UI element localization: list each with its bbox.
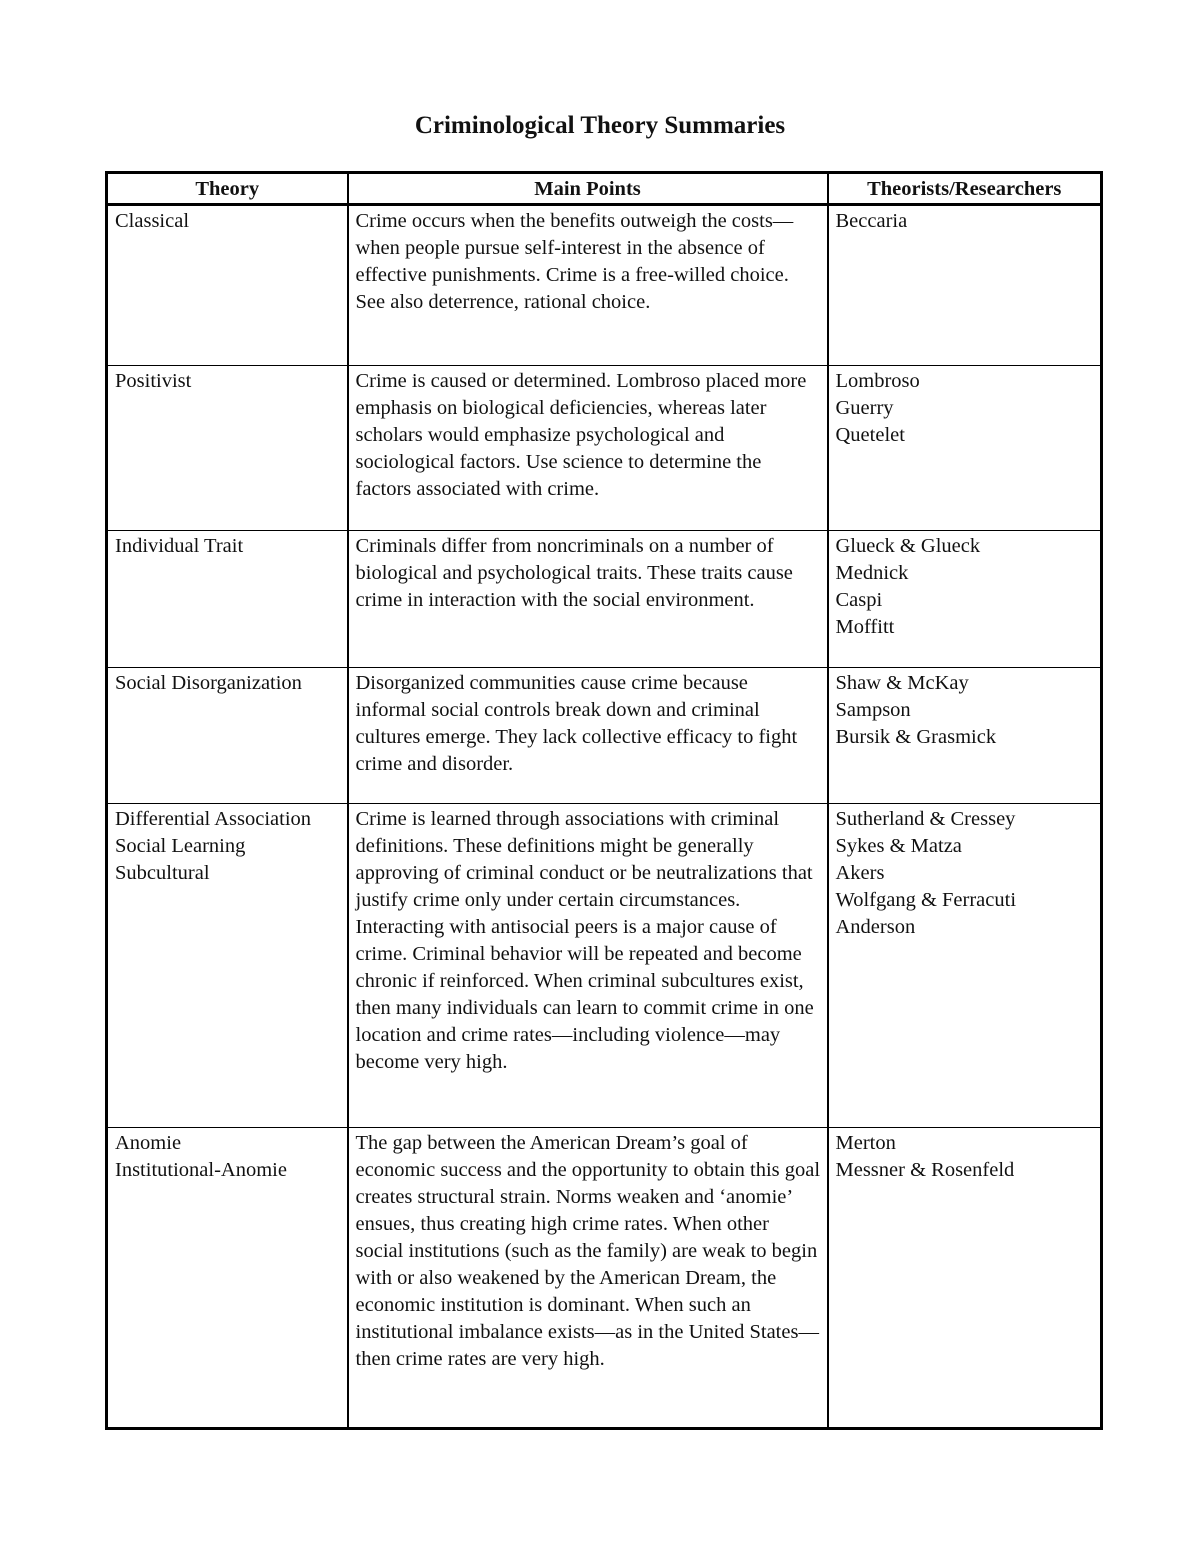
theorist-name: Sampson bbox=[835, 699, 911, 721]
main-points-cell: Crime is caused or determined. Lombroso placed more emphasis on biological deficiencies, whereas later scholars would emphasize psychological and sociological factors. Use science to determine the factors associated with crime. bbox=[348, 366, 828, 531]
theorists-cell bbox=[828, 804, 1102, 1128]
header-main-points: Main Points bbox=[348, 173, 828, 205]
theory-name: Anomie bbox=[115, 1132, 182, 1154]
theorists-cell bbox=[828, 531, 1102, 668]
theory-name: Differential Association bbox=[115, 808, 312, 830]
theory-name: Subcultural bbox=[115, 862, 210, 884]
theory-table bbox=[105, 171, 1103, 1430]
table-row bbox=[107, 531, 1102, 668]
theorist-name: Glueck & Glueck bbox=[835, 535, 981, 557]
theorist-name: Wolfgang & Ferracuti bbox=[835, 889, 1017, 911]
theory-name: Positivist bbox=[115, 370, 192, 392]
main-points-cell: Criminals differ from noncriminals on a number of biological and psychological traits. These traits cause crime in interaction with the social environment. bbox=[348, 531, 828, 668]
theorist-name: Moffitt bbox=[835, 616, 895, 638]
theorists-cell bbox=[828, 205, 1102, 366]
table-row bbox=[107, 804, 1102, 1128]
table-row bbox=[107, 366, 1102, 531]
page-title: Criminological Theory Summaries bbox=[414, 112, 786, 139]
theorist-name: Caspi bbox=[835, 589, 883, 611]
theorist-name: Guerry bbox=[835, 397, 894, 419]
theorists-cell bbox=[828, 668, 1102, 804]
table-row bbox=[107, 668, 1102, 804]
theorist-name: Anderson bbox=[835, 916, 916, 938]
theory-name: Individual Trait bbox=[115, 535, 244, 557]
theory-cell bbox=[107, 1128, 348, 1429]
main-points-cell: Crime occurs when the benefits outweigh the costs—when people pursue self-interest in the absence of effective punishments. Crime is a free-willed choice. See also deterrence, rational choice. bbox=[348, 205, 828, 366]
header-theory: Theory bbox=[107, 173, 348, 205]
theory-name: Institutional-Anomie bbox=[115, 1159, 287, 1181]
theory-name: Social Learning bbox=[115, 835, 246, 857]
theorists-cell bbox=[828, 366, 1102, 531]
theorist-name: Messner & Rosenfeld bbox=[835, 1159, 1015, 1181]
theory-cell bbox=[107, 366, 348, 531]
theorist-name: Lombroso bbox=[835, 370, 920, 392]
main-points-cell: Crime is learned through associations with criminal definitions. These definitions might be generally approving of criminal conduct or be neutralizations that justify crime only under certain circumstances. Interacting with antisocial peers is a major cause of crime. Criminal behavior will be repeated and become chronic if reinforced. When criminal subcultures exist, then many individuals can learn to commit crime in one location and crime rates—including violence—may become very high. bbox=[348, 804, 828, 1128]
theorist-name: Beccaria bbox=[835, 210, 908, 232]
table-row bbox=[107, 1128, 1102, 1429]
theorist-name: Bursik & Grasmick bbox=[835, 726, 997, 748]
theorists-cell bbox=[828, 1128, 1102, 1429]
theory-cell bbox=[107, 668, 348, 804]
table-header-row bbox=[107, 173, 1102, 205]
table-row bbox=[107, 205, 1102, 366]
theorist-name: Sykes & Matza bbox=[835, 835, 962, 857]
theorist-name: Akers bbox=[835, 862, 885, 884]
theory-cell bbox=[107, 531, 348, 668]
theory-name: Social Disorganization bbox=[115, 672, 302, 694]
theory-cell bbox=[107, 205, 348, 366]
theory-name: Classical bbox=[115, 210, 190, 232]
theorist-name: Merton bbox=[835, 1132, 896, 1154]
theorist-name: Sutherland & Cressey bbox=[835, 808, 1016, 830]
theorist-name: Shaw & McKay bbox=[835, 672, 969, 694]
theory-cell bbox=[107, 804, 348, 1128]
header-theorists: Theorists/Researchers bbox=[828, 173, 1102, 205]
theorist-name: Quetelet bbox=[835, 424, 905, 446]
main-points-cell: Disorganized communities cause crime because informal social controls break down and criminal cultures emerge. They lack collective efficacy to fight crime and disorder. bbox=[348, 668, 828, 804]
theorist-name: Mednick bbox=[835, 562, 909, 584]
main-points-cell: The gap between the American Dream’s goal of economic success and the opportunity to obtain this goal creates structural strain. Norms weaken and ‘anomie’ ensues, thus creating high crime rates. When other social institutions (such as the family) are weak to begin with or also weakened by the American Dream, the economic institution is dominant. When such an institutional imbalance exists—as in the United States—then crime rates are very high. bbox=[348, 1128, 828, 1429]
